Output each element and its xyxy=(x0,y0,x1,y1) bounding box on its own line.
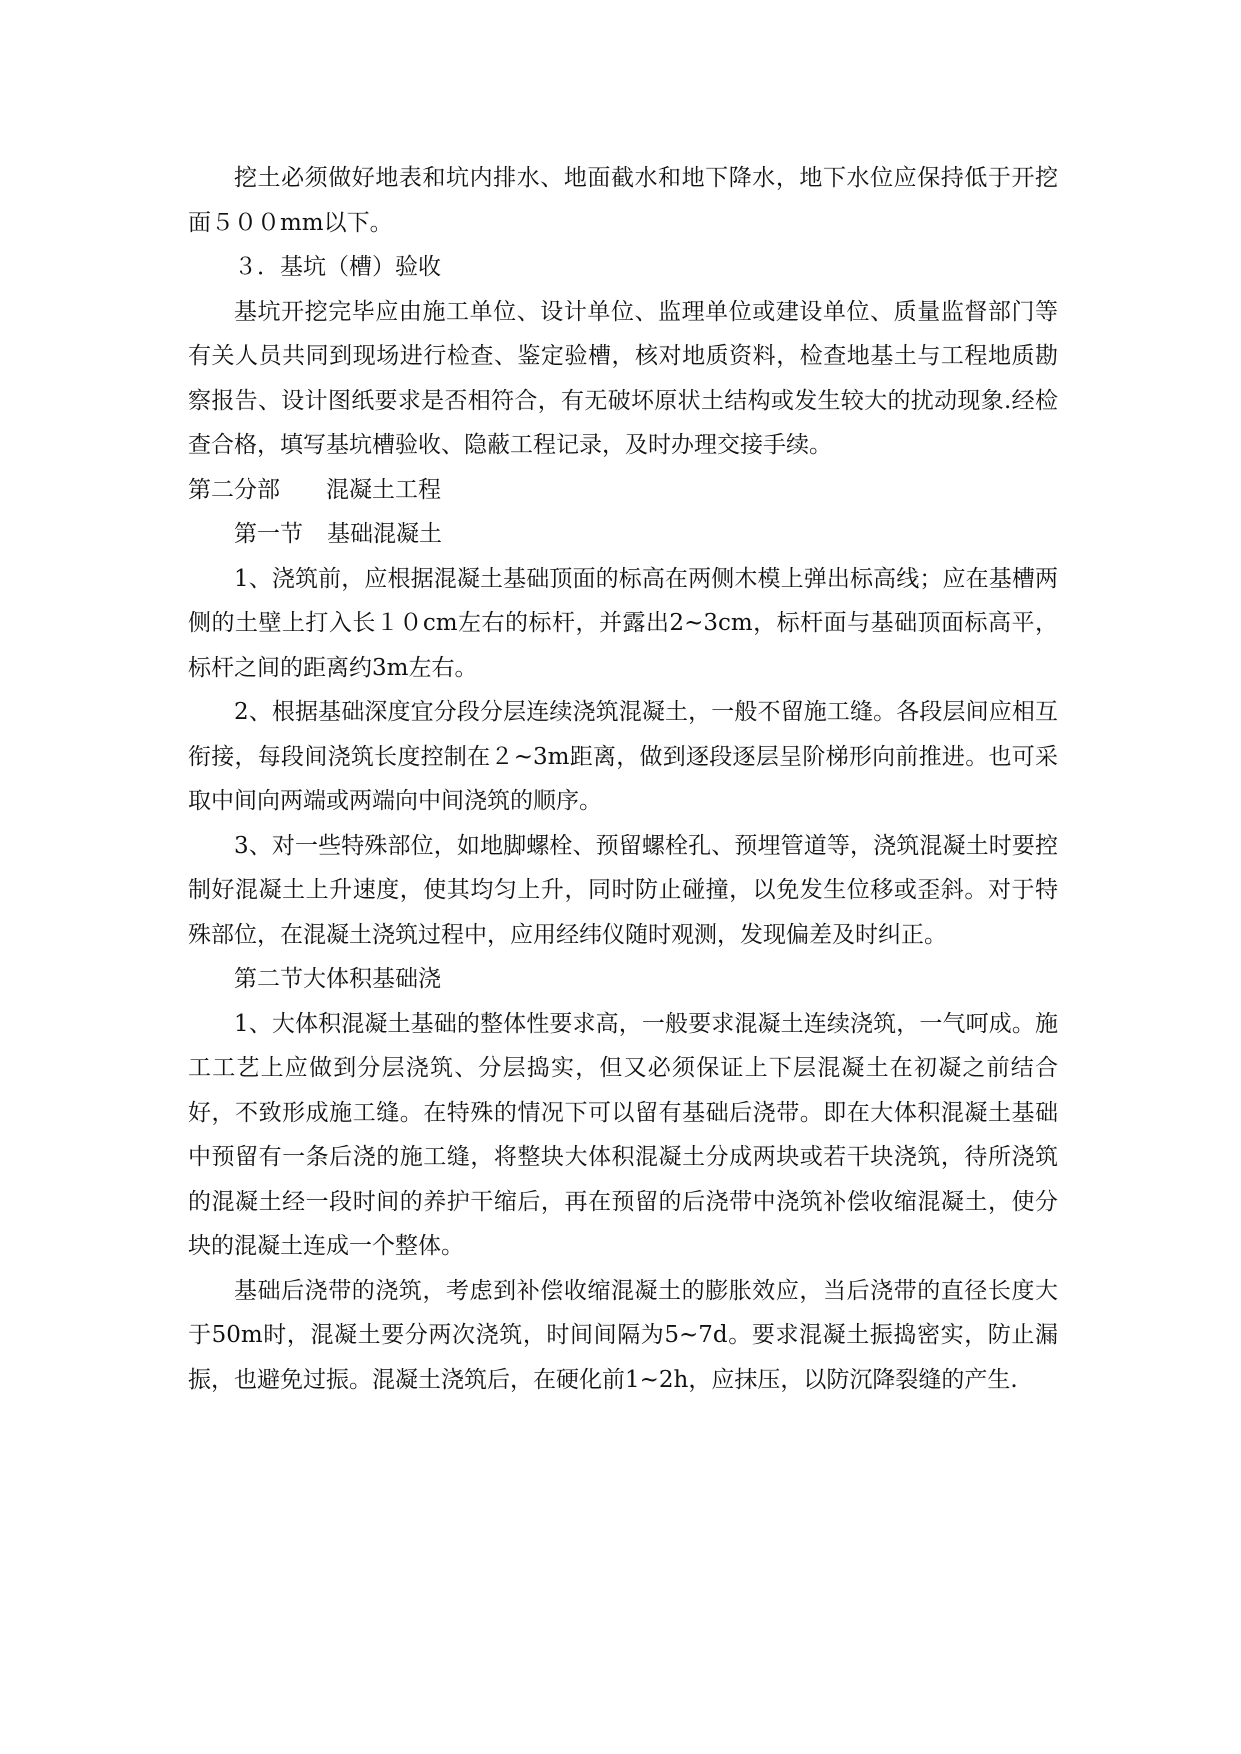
part-label: 第二分部 xyxy=(188,476,280,503)
document-body xyxy=(188,156,1058,1402)
heading-pit-inspection: ３．基坑（槽）验收 xyxy=(234,254,441,280)
part-heading xyxy=(188,468,1058,513)
part-title: 混凝土工程 xyxy=(326,476,441,503)
list-item-1: 1、浇筑前，应根据混凝土基础顶面的标高在两侧木模上弹出标高线；应在基槽两侧的土壁上打入长１０cm左右的标杆，并露出2~3cm，标杆面与基础顶面标高平，标杆之间的距离约3m左右。 xyxy=(188,565,1058,681)
section-heading-2: 第二节大体积基础浇 xyxy=(234,966,441,992)
section-title: 基础混凝土 xyxy=(327,521,442,547)
paragraph-post-pour-strip: 基础后浇带的浇筑，考虑到补偿收缩混凝土的膨胀效应，当后浇带的直径长度大于50m时，混凝土要分两次浇筑，时间间隔为5~7d。要求混凝土振捣密实，防止漏振，也避免过振。混凝土浇筑后，在硬化前1~2h，应抹压，以防沉降裂缝的产生. xyxy=(188,1277,1058,1393)
mass-concrete-item-1: 1、大体积混凝土基础的整体性要求高，一般要求混凝土连续浇筑，一气呵成。施工工艺上应做到分层浇筑、分层捣实，但又必须保证上下层混凝土在初凝之前结合好，不致形成施工缝。在特殊的情况下可以留有基础后浇带。即在大体积混凝土基础中预留有一条后浇的施工缝，将整块大体积混凝土分成两块或若干块浇筑，待所浇筑的混凝土经一段时间的养护干缩后，再在预留的后浇带中浇筑补偿收缩混凝土，使分块的混凝土连成一个整体。 xyxy=(188,1010,1058,1259)
paragraph-pit-inspection: 基坑开挖完毕应由施工单位、设计单位、监理单位或建设单位、质量监督部门等有关人员共同到现场进行检查、鉴定验槽，核对地质资料，检查地基土与工程地质勘察报告、设计图纸要求是否相符合，有无破坏原状土结构或发生较大的扰动现象.经检查合格，填写基坑槽验收、隐蔽工程记录，及时办理交接手续。 xyxy=(188,298,1058,458)
section-heading-1 xyxy=(188,512,1058,557)
list-item-2: 2、根据基础深度宜分段分层连续浇筑混凝土，一般不留施工缝。各段层间应相互衔接，每段间浇筑长度控制在２~3m距离，做到逐段逐层呈阶梯形向前推进。也可采取中间向两端或两端向中间浇筑的顺序。 xyxy=(188,699,1058,814)
list-item-3: 3、对一些特殊部位，如地脚螺栓、预留螺栓孔、预埋管道等，浇筑混凝土时要控制好混凝土上升速度，使其均匀上升，同时防止碰撞，以免发生位移或歪斜。对于特殊部位，在混凝土浇筑过程中，应用经纬仪随时观测，发现偏差及时纠正。 xyxy=(188,832,1058,948)
section-label: 第一节 xyxy=(234,521,303,547)
paragraph-drainage: 挖土必须做好地表和坑内排水、地面截水和地下降水，地下水位应保持低于开挖面５００mm以下。 xyxy=(188,165,1058,236)
